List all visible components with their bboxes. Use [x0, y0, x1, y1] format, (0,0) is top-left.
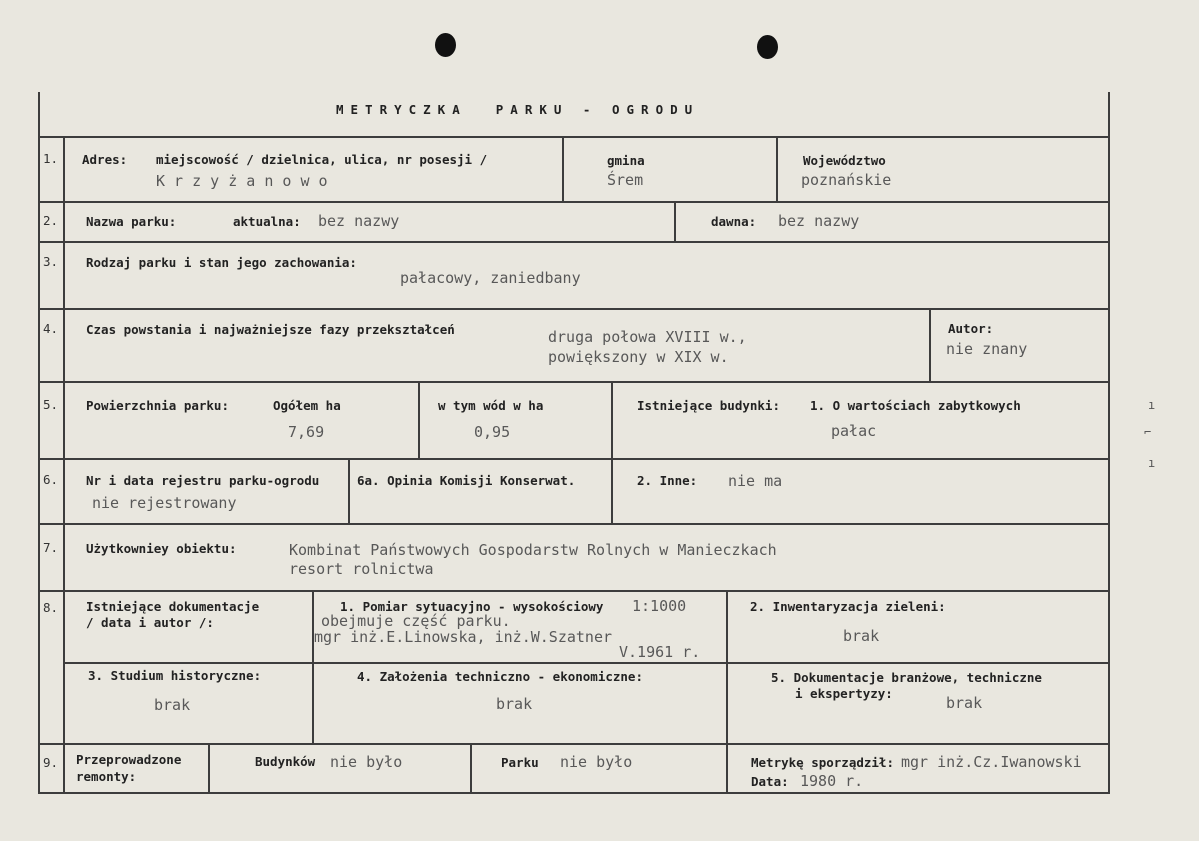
col-divider	[418, 381, 420, 458]
survey-value-line4: V.1961 r.	[619, 643, 701, 661]
row-divider	[38, 458, 1110, 460]
row-divider	[63, 662, 1110, 664]
buildings-repairs-label: Budynków	[255, 754, 316, 769]
docs-label-line1: Istniejące dokumentacje	[86, 599, 260, 614]
buildings-repairs-value: nie było	[330, 753, 403, 771]
park-repairs-value: nie było	[560, 753, 633, 771]
current-name-value: bez nazwy	[318, 212, 400, 230]
frame-right	[1108, 92, 1110, 794]
technical-value: brak	[496, 695, 533, 713]
row-divider	[38, 136, 1110, 138]
row-divider	[38, 523, 1110, 525]
total-area-value: 7,69	[288, 423, 325, 441]
row-divider	[38, 743, 1110, 745]
row-divider	[38, 308, 1110, 310]
survey-scale: 1:1000	[632, 597, 687, 615]
buildings-sub-label: 1. O wartościach zabytkowych	[810, 398, 1021, 413]
history-label: 3. Studium historyczne:	[88, 668, 262, 683]
branch-docs-value: brak	[946, 694, 983, 712]
number-column-divider	[63, 136, 65, 794]
total-area-label: Ogółem ha	[273, 398, 341, 413]
address-label: Adres:	[82, 152, 128, 167]
row-number: 3.	[43, 254, 59, 269]
other-buildings-value: nie ma	[728, 472, 783, 490]
former-name-label: dawna:	[711, 214, 757, 229]
row-number: 4.	[43, 321, 59, 336]
row-number: 9.	[43, 755, 59, 770]
row-number: 6.	[43, 472, 59, 487]
greenery-label: 2. Inwentaryzacja zieleni:	[750, 599, 946, 614]
survey-value-line3: mgr inż.E.Linowska, inż.W.Szatner	[314, 628, 613, 646]
punch-hole-left	[435, 33, 456, 57]
users-value-line2: resort rolnictwa	[289, 560, 434, 578]
author-value: nie znany	[946, 340, 1028, 358]
current-name-label: aktualna:	[233, 214, 301, 229]
col-divider	[611, 381, 613, 523]
col-divider	[208, 743, 210, 792]
opinion-label: 6a. Opinia Komisji Konserwat.	[357, 473, 576, 488]
voivodeship-value: poznańskie	[801, 171, 892, 189]
row-number: 8.	[43, 600, 59, 615]
col-divider	[348, 458, 350, 523]
row-number: 7.	[43, 540, 59, 555]
col-divider	[674, 201, 676, 241]
water-area-value: 0,95	[474, 423, 511, 441]
col-divider	[929, 308, 931, 381]
author-label: Autor:	[948, 321, 994, 336]
col-divider	[470, 743, 472, 792]
col-divider	[776, 136, 778, 201]
users-value-line1: Kombinat Państwowych Gospodarstw Rolnych w Manieczkach	[289, 541, 777, 559]
history-value: brak	[154, 696, 191, 714]
origin-value-line1: druga połowa XVIII w.,	[548, 328, 747, 346]
row-divider	[38, 201, 1110, 203]
prepared-by-label: Metrykę sporządził:	[751, 755, 894, 770]
date-label: Data:	[751, 774, 789, 789]
margin-mark: ı	[1148, 398, 1156, 412]
gmina-label: gmina	[607, 153, 645, 168]
row-divider	[38, 241, 1110, 243]
repairs-label-line2: remonty:	[76, 769, 137, 784]
col-divider	[312, 590, 314, 743]
prepared-by-value: mgr inż.Cz.Iwanowski	[901, 753, 1082, 771]
col-divider	[562, 136, 564, 201]
users-label: Użytkowniey obiektu:	[86, 541, 237, 556]
punch-hole-right	[757, 35, 778, 59]
area-label: Powierzchnia parku:	[86, 398, 229, 413]
gmina-value: Śrem	[607, 171, 644, 189]
park-name-label: Nazwa parku:	[86, 214, 177, 229]
survey-label: 1. Pomiar sytuacyjno - wysokościowy	[340, 599, 604, 614]
address-sub-label: miejscowość / dzielnica, ulica, nr posesji /	[156, 152, 488, 167]
survey-value-line2: obejmuje część parku.	[321, 612, 511, 630]
park-type-label: Rodzaj parku i stan jego zachowania:	[86, 255, 357, 270]
town-value: K r z y ż a n o w o	[156, 172, 328, 190]
buildings-label: Istniejące budynki:	[637, 398, 780, 413]
technical-label: 4. Założenia techniczno - ekonomiczne:	[357, 669, 643, 684]
origin-value-line2: powiększony w XIX w.	[548, 348, 729, 366]
margin-mark: ⌐	[1144, 425, 1152, 439]
row-number: 5.	[43, 397, 59, 412]
voivodeship-label: Województwo	[803, 153, 886, 168]
park-repairs-label: Parku	[501, 755, 539, 770]
row-number: 2.	[43, 213, 59, 228]
origin-label: Czas powstania i najważniejsze fazy przekształceń	[86, 322, 455, 337]
col-divider	[726, 743, 728, 792]
row-divider	[38, 381, 1110, 383]
row-number: 1.	[43, 151, 59, 166]
buildings-value: pałac	[831, 422, 877, 440]
margin-mark: ı	[1148, 456, 1156, 470]
branch-docs-label-line1: 5. Dokumentacje branżowe, techniczne	[771, 670, 1042, 685]
register-label: Nr i data rejestru parku-ogrodu	[86, 473, 320, 488]
register-value: nie rejestrowany	[92, 494, 237, 512]
greenery-value: brak	[843, 627, 880, 645]
former-name-value: bez nazwy	[778, 212, 860, 230]
frame-left	[38, 92, 40, 794]
branch-docs-label-line2: i ekspertyzy:	[795, 686, 893, 701]
date-value: 1980 r.	[800, 772, 864, 790]
frame-bottom	[38, 792, 1110, 794]
park-type-value: pałacowy, zaniedbany	[400, 269, 581, 287]
docs-label-line2: / data i autor /:	[86, 615, 214, 630]
row-divider	[38, 590, 1110, 592]
col-divider	[726, 590, 728, 743]
page-title: METRYCZKA PARKU - OGRODU	[336, 102, 700, 117]
other-buildings-label: 2. Inne:	[637, 473, 698, 488]
water-area-label: w tym wód w ha	[438, 398, 544, 413]
repairs-label-line1: Przeprowadzone	[76, 752, 182, 767]
